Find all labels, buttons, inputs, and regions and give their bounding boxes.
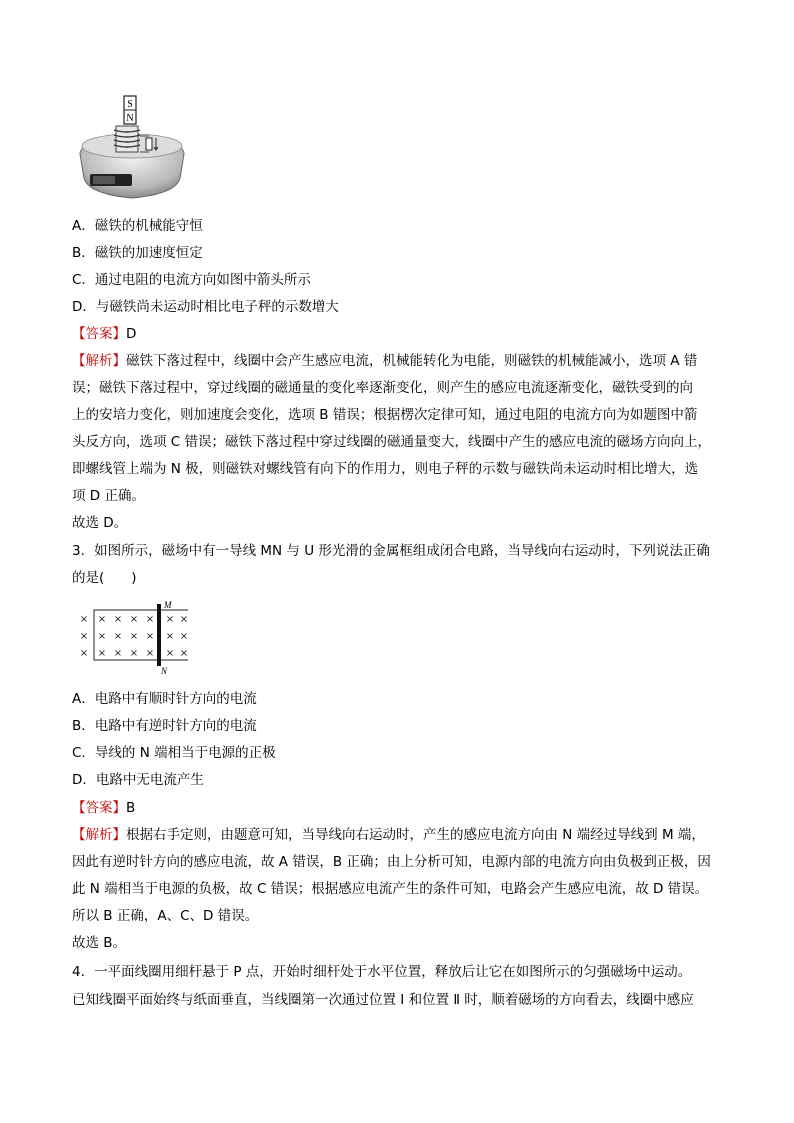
q2-analysis-line-2: 误；磁铁下落过程中，穿过线圈的磁通量的变化率逐渐变化，则产生的感应电流逐渐变化，磁铁受到的向 <box>72 380 693 396</box>
field-cross-icon: × <box>97 614 107 625</box>
q3-option-a: A．电路中有顺时针方向的电流 <box>72 691 257 707</box>
q3-analysis-line-3: 此 N 端相当于电源的负极，故 C 错误；根据感应电流产生的条件可知，电路会产生感应电流，故 D 错误。 <box>72 881 709 897</box>
q3-conclusion: 故选 B。 <box>72 935 127 951</box>
field-cross-icon: × <box>165 631 175 642</box>
field-cross-icon: × <box>179 614 189 625</box>
q2-conclusion: 故选 D。 <box>72 515 128 531</box>
coil <box>116 126 138 152</box>
q3-analysis-line-2: 因此有逆时针方向的感应电流，故 A 错误，B 正确；由上分析可知，电源内部的电流方向由负极到正极，因 <box>72 854 711 870</box>
q3-analysis-line-4: 所以 B 正确，A、C、D 错误。 <box>72 908 259 924</box>
field-cross-icon: × <box>79 648 89 659</box>
field-cross-icon: × <box>165 614 175 625</box>
resistor <box>146 138 152 150</box>
q2-analysis-line-1 <box>72 351 697 371</box>
label-n: N <box>161 666 168 676</box>
field-cross-icon: × <box>129 631 139 642</box>
field-cross-icon: × <box>97 631 107 642</box>
field-cross-icon: × <box>129 648 139 659</box>
q2-option-d: D．与磁铁尚未运动时相比电子秤的示数增大 <box>72 299 339 315</box>
field-cross-icon: × <box>79 614 89 625</box>
q2-analysis-line-3: 上的安培力变化，则加速度会变化，选项 B 错误；根据楞次定律可知，通过电阻的电流方向为如题图中箭 <box>72 407 698 423</box>
q2-answer <box>72 324 136 344</box>
analysis-tag: 【解析】 <box>72 827 126 843</box>
answer-value: B <box>126 800 136 816</box>
q3-option-c: C．导线的 N 端相当于电源的正极 <box>72 745 276 761</box>
magnet-n-label: N <box>126 113 134 124</box>
q3-option-d: D．电路中无电流产生 <box>72 772 204 788</box>
q3-stem-line-2: 的是( ) <box>72 570 137 586</box>
answer-value: D <box>126 326 137 342</box>
answer-tag: 【答案】 <box>72 800 126 816</box>
magnet-scale-figure <box>76 92 188 204</box>
analysis-tag: 【解析】 <box>72 353 126 369</box>
field-cross-icon: × <box>145 631 155 642</box>
field-cross-icon: × <box>145 614 155 625</box>
field-cross-icon: × <box>79 631 89 642</box>
answer-tag: 【答案】 <box>72 326 126 342</box>
q3-answer <box>72 798 135 818</box>
q2-option-c: C．通过电阻的电流方向如图中箭头所示 <box>72 272 311 288</box>
conductor-mn <box>157 604 161 666</box>
field-cross-icon: × <box>97 648 107 659</box>
q3-analysis-line-1 <box>72 825 705 845</box>
field-cross-icon: × <box>113 614 123 625</box>
analysis-text: 根据右手定则，由题意可知，当导线向右运动时，产生的感应电流方向由 N 端经过导线到 M 端， <box>126 827 705 843</box>
q3-option-b: B．电路中有逆时针方向的电流 <box>72 718 257 734</box>
q4-stem-line-1: 4．一平面线圈用细杆悬于 P 点，开始时细杆处于水平位置，释放后让它在如图所示的匀强磁场中运动。 <box>72 964 692 980</box>
field-cross-icon: × <box>165 648 175 659</box>
q4-stem-line-2: 已知线圈平面始终与纸面垂直，当线圈第一次通过位置 Ⅰ 和位置 Ⅱ 时，顺着磁场的方向看去，线圈中感应 <box>72 992 694 1008</box>
label-m: M <box>164 600 172 610</box>
q2-analysis-line-6: 项 D 正确。 <box>72 488 145 504</box>
analysis-text: 磁铁下落过程中，线圈中会产生感应电流，机械能转化为电能，则磁铁的机械能减小，选项 A 错 <box>126 353 698 369</box>
field-cross-icon: × <box>113 648 123 659</box>
field-cross-icon: × <box>179 631 189 642</box>
field-cross-icon: × <box>145 648 155 659</box>
field-cross-icon: × <box>179 648 189 659</box>
q2-analysis-line-4: 头反方向，选项 C 错误；磁铁下落过程中穿过线圈的磁通量变大，线圈中产生的感应电流的磁场方向向上， <box>72 434 712 450</box>
magnet-s-label: S <box>127 99 133 110</box>
q3-stem-line-1: 3．如图所示，磁场中有一导线 MN 与 U 形光滑的金属框组成闭合电路，当导线向右运动时，下列说法正确 <box>72 543 710 559</box>
q2-analysis-line-5: 即螺线管上端为 N 极，则磁铁对螺线管有向下的作用力，则电子秤的示数与磁铁尚未运动时相比增大，选 <box>72 461 699 477</box>
field-cross-icon: × <box>129 614 139 625</box>
q2-option-a: A．磁铁的机械能守恒 <box>72 218 203 234</box>
magnetic-field-circuit-figure <box>76 598 200 676</box>
q2-option-b: B．磁铁的加速度恒定 <box>72 245 203 261</box>
field-cross-icon: × <box>113 631 123 642</box>
